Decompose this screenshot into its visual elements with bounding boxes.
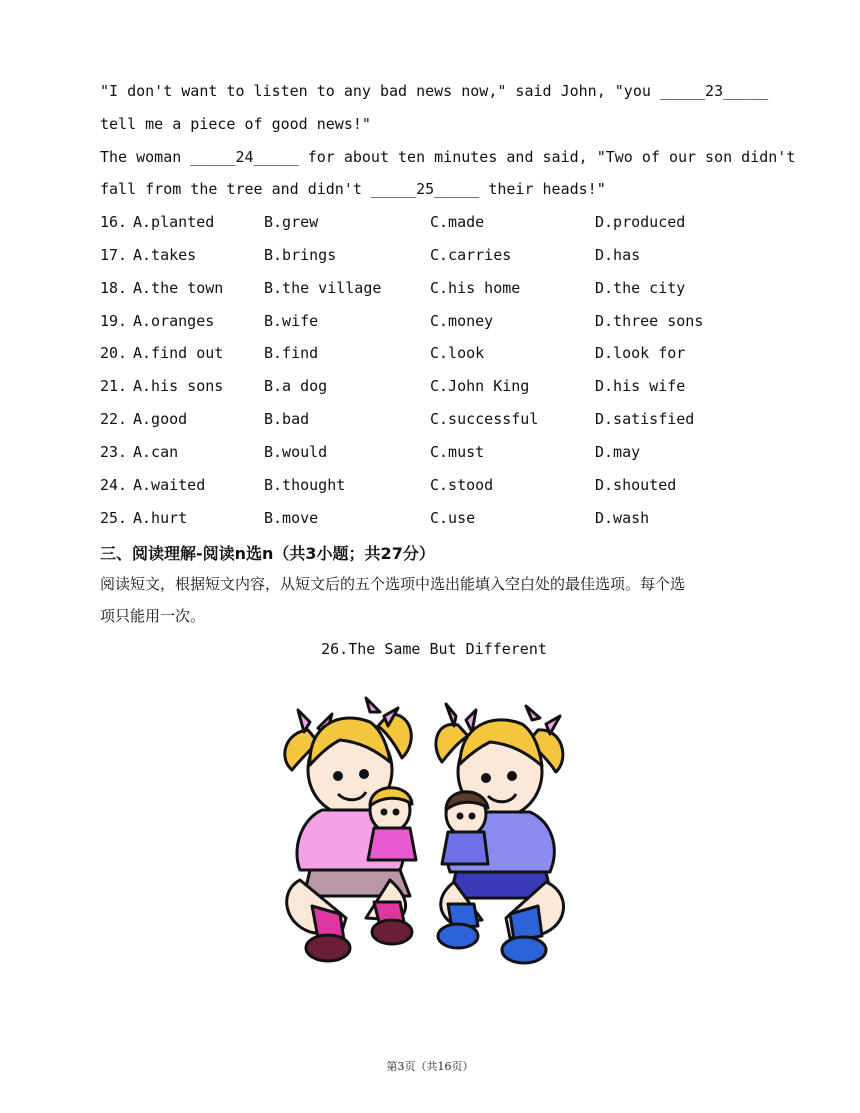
section-heading: 三、阅读理解-阅读n选n（共3小题；共27分） <box>100 544 435 563</box>
passage-line-2: tell me a piece of good news!" <box>100 115 371 133</box>
option-d: D.look for <box>595 344 686 362</box>
question-row <box>100 409 800 429</box>
passage-line-3: The woman _____24_____ for about ten minutes and said, "Two of our son didn't <box>100 148 796 166</box>
left-girl <box>285 698 416 961</box>
question-row <box>100 278 800 298</box>
question-row <box>100 343 800 363</box>
passage-line-4: fall from the tree and didn't _____25_____ their heads!" <box>100 180 606 198</box>
instruction-line-1: 阅读短文，根据短文内容，从短文后的五个选项中选出能填入空白处的最佳选项。每个选 <box>100 575 686 593</box>
question-number: 22. <box>100 410 128 428</box>
option-c: C.John King <box>430 377 530 395</box>
option-b: B.brings <box>264 246 337 264</box>
option-b: B.a dog <box>264 377 328 395</box>
option-d: D.the city <box>595 279 686 297</box>
option-b: B.thought <box>264 476 346 494</box>
option-b: B.wife <box>264 312 319 330</box>
option-a: A.good <box>133 410 188 428</box>
option-d: D.may <box>595 443 641 461</box>
option-a: A.waited <box>133 476 206 494</box>
question-row <box>100 376 800 396</box>
question-number: 18. <box>100 279 128 297</box>
question-number: 21. <box>100 377 128 395</box>
option-a: A.his sons <box>133 377 224 395</box>
passage-line-1: "I don't want to listen to any bad news now," said John, "you _____23_____ <box>100 82 769 100</box>
option-a: A.takes <box>133 246 197 264</box>
question-number: 23. <box>100 443 128 461</box>
question-number: 24. <box>100 476 128 494</box>
option-c: C.money <box>430 312 494 330</box>
option-a: A.planted <box>133 213 215 231</box>
question-row <box>100 212 800 232</box>
option-c: C.made <box>430 213 485 231</box>
option-b: B.the village <box>264 279 382 297</box>
option-b: B.bad <box>264 410 310 428</box>
option-b: B.would <box>264 443 328 461</box>
question-number: 25. <box>100 509 128 527</box>
question-number: 19. <box>100 312 128 330</box>
option-a: A.can <box>133 443 179 461</box>
option-a: A.oranges <box>133 312 215 330</box>
option-d: D.three sons <box>595 312 704 330</box>
question-number: 16. <box>100 213 128 231</box>
option-d: D.shouted <box>595 476 677 494</box>
right-girl <box>436 704 564 963</box>
page-footer: 第3页（共16页） <box>386 1060 474 1073</box>
option-c: C.must <box>430 443 485 461</box>
question-row <box>100 311 800 331</box>
option-d: D.has <box>595 246 641 264</box>
option-d: D.satisfied <box>595 410 695 428</box>
option-d: D.his wife <box>595 377 686 395</box>
option-c: C.use <box>430 509 476 527</box>
option-c: C.stood <box>430 476 494 494</box>
question-row <box>100 475 800 495</box>
option-a: A.hurt <box>133 509 188 527</box>
option-b: B.find <box>264 344 319 362</box>
instruction-line-2: 项只能用一次。 <box>100 607 206 625</box>
option-c: C.carries <box>430 246 512 264</box>
option-c: C.successful <box>430 410 539 428</box>
option-d: D.wash <box>595 509 650 527</box>
twin-girls-with-dolls-illustration <box>270 670 590 980</box>
option-a: A.find out <box>133 344 224 362</box>
question-number: 17. <box>100 246 128 264</box>
option-b: B.grew <box>264 213 319 231</box>
option-c: C.look <box>430 344 485 362</box>
option-a: A.the town <box>133 279 224 297</box>
question-number: 20. <box>100 344 128 362</box>
option-c: C.his home <box>430 279 521 297</box>
option-b: B.move <box>264 509 319 527</box>
passage-title: 26.The Same But Different <box>321 640 547 658</box>
question-row <box>100 442 800 462</box>
question-row <box>100 245 800 265</box>
question-row <box>100 508 800 528</box>
option-d: D.produced <box>595 213 686 231</box>
